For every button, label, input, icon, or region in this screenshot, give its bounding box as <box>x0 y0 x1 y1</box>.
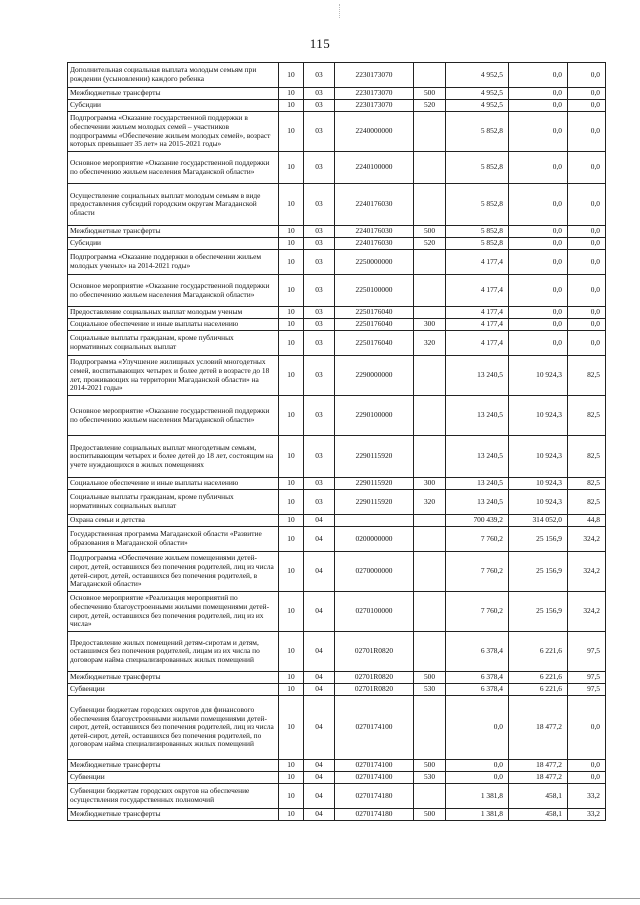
cell-executed: 0,0 <box>509 63 568 88</box>
cell-section: 10 <box>279 436 304 478</box>
table-row <box>68 226 606 238</box>
table-row <box>68 760 606 772</box>
cell-section: 10 <box>279 184 304 226</box>
cell-planned: 4 952,5 <box>446 100 509 112</box>
cell-target-article: 2240176030 <box>335 184 414 226</box>
cell-target-article: 2290000000 <box>335 356 414 396</box>
cell-section: 10 <box>279 319 304 331</box>
cell-percent: 0,0 <box>568 152 606 184</box>
cell-expense-type <box>414 63 446 88</box>
table-row <box>68 478 606 490</box>
cell-target-article: 02701R0820 <box>335 672 414 684</box>
table-row <box>68 319 606 331</box>
cell-subsection: 03 <box>304 63 335 88</box>
table-row <box>68 527 606 552</box>
cell-percent: 324,2 <box>568 592 606 632</box>
table-row <box>68 772 606 784</box>
cell-executed: 0,0 <box>509 226 568 238</box>
cell-name: Осуществление социальных выплат молодым семьям в виде предоставления субсидий городским округам Магаданской области <box>68 184 279 226</box>
cell-expense-type: 500 <box>414 672 446 684</box>
cell-expense-type <box>414 527 446 552</box>
cell-subsection: 04 <box>304 672 335 684</box>
cell-name: Субвенции <box>68 772 279 784</box>
cell-name: Основное мероприятие «Реализация мероприятий по обеспечению благоустроенными жилыми помещениями детей-сирот, детей, оставшихся без попечения родителей, лиц из их числа» <box>68 592 279 632</box>
cell-target-article: 2290100000 <box>335 396 414 436</box>
cell-target-article: 2230173070 <box>335 63 414 88</box>
cell-subsection: 04 <box>304 684 335 696</box>
cell-subsection: 03 <box>304 436 335 478</box>
table-row <box>68 250 606 275</box>
cell-name: Подпрограмма «Оказание поддержки в обеспечении жильем молодых ученых» на 2014-2021 годы» <box>68 250 279 275</box>
cell-percent: 0,0 <box>568 696 606 760</box>
table-row <box>68 696 606 760</box>
cell-planned: 4 177,4 <box>446 331 509 356</box>
cell-name: Государственная программа Магаданской области «Развитие образования в Магаданской области» <box>68 527 279 552</box>
cell-planned: 4 177,4 <box>446 319 509 331</box>
cell-name: Предоставление социальных выплат молодым ученым <box>68 307 279 319</box>
cell-target-article: 2240176030 <box>335 226 414 238</box>
cell-expense-type <box>414 632 446 672</box>
cell-executed: 0,0 <box>509 100 568 112</box>
cell-expense-type <box>414 396 446 436</box>
cell-planned: 7 760,2 <box>446 552 509 592</box>
cell-executed: 314 052,0 <box>509 515 568 527</box>
cell-subsection: 04 <box>304 784 335 809</box>
cell-section: 10 <box>279 275 304 307</box>
cell-executed: 25 156,9 <box>509 527 568 552</box>
cell-name: Субсидии <box>68 100 279 112</box>
table-row <box>68 184 606 226</box>
cell-executed: 25 156,9 <box>509 552 568 592</box>
cell-percent: 0,0 <box>568 319 606 331</box>
cell-percent: 324,2 <box>568 552 606 592</box>
cell-executed: 10 924,3 <box>509 490 568 515</box>
cell-percent: 0,0 <box>568 772 606 784</box>
cell-section: 10 <box>279 552 304 592</box>
cell-percent: 0,0 <box>568 307 606 319</box>
cell-expense-type: 300 <box>414 478 446 490</box>
cell-percent: 0,0 <box>568 275 606 307</box>
table-row <box>68 436 606 478</box>
cell-percent: 324,2 <box>568 527 606 552</box>
cell-subsection: 03 <box>304 152 335 184</box>
cell-executed: 18 477,2 <box>509 696 568 760</box>
cell-expense-type: 500 <box>414 809 446 821</box>
cell-subsection: 03 <box>304 319 335 331</box>
table-row <box>68 307 606 319</box>
cell-target-article: 0270174180 <box>335 809 414 821</box>
cell-planned: 4 952,5 <box>446 88 509 100</box>
cell-executed: 0,0 <box>509 275 568 307</box>
cell-executed: 6 221,6 <box>509 684 568 696</box>
cell-planned: 6 378,4 <box>446 672 509 684</box>
cell-planned: 7 760,2 <box>446 527 509 552</box>
cell-name: Социальные выплаты гражданам, кроме публичных нормативных социальных выплат <box>68 490 279 515</box>
cell-percent: 82,5 <box>568 478 606 490</box>
cell-percent: 0,0 <box>568 250 606 275</box>
cell-subsection: 04 <box>304 527 335 552</box>
cell-section: 10 <box>279 696 304 760</box>
cell-executed: 458,1 <box>509 809 568 821</box>
cell-subsection: 03 <box>304 478 335 490</box>
cell-target-article: 2290115920 <box>335 490 414 515</box>
cell-executed: 6 221,6 <box>509 632 568 672</box>
cell-name: Социальное обеспечение и иные выплаты населению <box>68 319 279 331</box>
cell-planned: 7 760,2 <box>446 592 509 632</box>
table-row <box>68 672 606 684</box>
cell-target-article: 2230173070 <box>335 88 414 100</box>
cell-subsection: 04 <box>304 772 335 784</box>
cell-percent: 82,5 <box>568 396 606 436</box>
cell-target-article: 0270174180 <box>335 784 414 809</box>
cell-expense-type: 300 <box>414 319 446 331</box>
cell-subsection: 04 <box>304 632 335 672</box>
cell-subsection: 03 <box>304 396 335 436</box>
cell-expense-type: 500 <box>414 760 446 772</box>
cell-name: Субвенции бюджетам городских округов для финансового обеспечения благоустроенными жилыми помещениями детей-сирот, детей, оставшихся без попечения родителей, лиц из числа детей-сирот, детей, оставшихся без попечения родителей, по договорам найма специализированных жилых помещений <box>68 696 279 760</box>
cell-planned: 5 852,8 <box>446 238 509 250</box>
table-row <box>68 63 606 88</box>
cell-name: Основное мероприятие «Оказание государственной поддержки по обеспечению жильем населения Магаданской области» <box>68 275 279 307</box>
cell-expense-type <box>414 307 446 319</box>
cell-target-article: 2250176040 <box>335 331 414 356</box>
cell-name: Межбюджетные трансферты <box>68 809 279 821</box>
cell-executed: 0,0 <box>509 238 568 250</box>
cell-subsection: 04 <box>304 515 335 527</box>
cell-target-article: 2240176030 <box>335 238 414 250</box>
cell-executed: 0,0 <box>509 88 568 100</box>
cell-expense-type: 530 <box>414 772 446 784</box>
cell-planned: 4 177,4 <box>446 250 509 275</box>
cell-planned: 0,0 <box>446 772 509 784</box>
cell-expense-type <box>414 275 446 307</box>
cell-name: Подпрограмма «Обеспечение жильем помещениями детей-сирот, детей, оставшихся без попечения родителей, лиц из числа детей-сирот, детей, оставшихся без попечения родителей, в Магаданской области» <box>68 552 279 592</box>
cell-planned: 5 852,8 <box>446 152 509 184</box>
cell-target-article <box>335 515 414 527</box>
cell-target-article: 0270174100 <box>335 696 414 760</box>
cell-planned: 5 852,8 <box>446 226 509 238</box>
cell-name: Субвенции бюджетам городских округов на обеспечение осуществления государственных полномочий <box>68 784 279 809</box>
cell-section: 10 <box>279 527 304 552</box>
cell-name: Основное мероприятие «Оказание государственной поддержки по обеспечению жильем населения Магаданской области» <box>68 396 279 436</box>
cell-name: Межбюджетные трансферты <box>68 88 279 100</box>
cell-subsection: 03 <box>304 490 335 515</box>
cell-section: 10 <box>279 152 304 184</box>
cell-percent: 97,5 <box>568 684 606 696</box>
cell-percent: 82,5 <box>568 490 606 515</box>
cell-percent: 97,5 <box>568 632 606 672</box>
table-row <box>68 356 606 396</box>
cell-target-article: 2250000000 <box>335 250 414 275</box>
cell-target-article: 2290115920 <box>335 436 414 478</box>
table-row <box>68 515 606 527</box>
cell-expense-type: 530 <box>414 684 446 696</box>
scan-mark <box>339 4 342 18</box>
table-row <box>68 152 606 184</box>
cell-percent: 0,0 <box>568 331 606 356</box>
cell-expense-type <box>414 436 446 478</box>
cell-subsection: 04 <box>304 760 335 772</box>
cell-percent: 0,0 <box>568 760 606 772</box>
cell-executed: 10 924,3 <box>509 478 568 490</box>
cell-target-article: 02701R0820 <box>335 632 414 672</box>
cell-section: 10 <box>279 250 304 275</box>
cell-expense-type <box>414 184 446 226</box>
cell-expense-type <box>414 552 446 592</box>
cell-subsection: 04 <box>304 696 335 760</box>
cell-expense-type <box>414 515 446 527</box>
cell-section: 10 <box>279 238 304 250</box>
table-row <box>68 784 606 809</box>
cell-section: 10 <box>279 478 304 490</box>
cell-section: 10 <box>279 100 304 112</box>
cell-section: 10 <box>279 592 304 632</box>
cell-section: 10 <box>279 515 304 527</box>
cell-section: 10 <box>279 672 304 684</box>
cell-expense-type: 500 <box>414 88 446 100</box>
cell-percent: 0,0 <box>568 100 606 112</box>
cell-section: 10 <box>279 307 304 319</box>
cell-name: Предоставление жилых помещений детям-сиротам и детям, оставшимся без попечения родителей, лицам из их числа по договорам найма специализированных жилых помещений <box>68 632 279 672</box>
cell-target-article: 2290115920 <box>335 478 414 490</box>
cell-planned: 13 240,5 <box>446 356 509 396</box>
cell-name: Предоставление социальных выплат многодетным семьям, воспитывающим четырех и более детей до 18 лет, состоящим на учете нуждающихся в жилых помещениях <box>68 436 279 478</box>
cell-percent: 97,5 <box>568 672 606 684</box>
cell-executed: 0,0 <box>509 307 568 319</box>
cell-section: 10 <box>279 226 304 238</box>
cell-subsection: 03 <box>304 331 335 356</box>
cell-percent: 82,5 <box>568 356 606 396</box>
cell-planned: 4 177,4 <box>446 275 509 307</box>
cell-target-article: 0270000000 <box>335 552 414 592</box>
table-body <box>68 63 606 821</box>
cell-target-article: 2250176040 <box>335 319 414 331</box>
cell-percent: 0,0 <box>568 88 606 100</box>
cell-section: 10 <box>279 772 304 784</box>
cell-target-article: 2240100000 <box>335 152 414 184</box>
cell-name: Дополнительная социальная выплата молодым семьям при рождении (усыновлении) каждого ребенка <box>68 63 279 88</box>
cell-section: 10 <box>279 784 304 809</box>
cell-expense-type <box>414 250 446 275</box>
cell-planned: 0,0 <box>446 760 509 772</box>
cell-executed: 6 221,6 <box>509 672 568 684</box>
cell-planned: 1 381,8 <box>446 784 509 809</box>
cell-target-article: 2230173070 <box>335 100 414 112</box>
cell-name: Социальное обеспечение и иные выплаты населению <box>68 478 279 490</box>
cell-subsection: 03 <box>304 238 335 250</box>
cell-section: 10 <box>279 356 304 396</box>
cell-expense-type: 520 <box>414 238 446 250</box>
cell-planned: 5 852,8 <box>446 112 509 152</box>
cell-subsection: 03 <box>304 112 335 152</box>
cell-percent: 44,8 <box>568 515 606 527</box>
cell-name: Межбюджетные трансферты <box>68 760 279 772</box>
cell-executed: 0,0 <box>509 250 568 275</box>
cell-section: 10 <box>279 760 304 772</box>
cell-expense-type <box>414 356 446 396</box>
table-row <box>68 684 606 696</box>
cell-section: 10 <box>279 684 304 696</box>
cell-target-article: 0270174100 <box>335 772 414 784</box>
cell-subsection: 03 <box>304 275 335 307</box>
cell-section: 10 <box>279 331 304 356</box>
cell-target-article: 2250100000 <box>335 275 414 307</box>
budget-table <box>67 62 606 821</box>
cell-executed: 10 924,3 <box>509 396 568 436</box>
cell-planned: 13 240,5 <box>446 396 509 436</box>
table-row <box>68 809 606 821</box>
cell-executed: 10 924,3 <box>509 356 568 396</box>
cell-percent: 0,0 <box>568 226 606 238</box>
cell-percent: 0,0 <box>568 63 606 88</box>
cell-name: Основное мероприятие «Оказание государственной поддержки по обеспечению жильем населения Магаданской области» <box>68 152 279 184</box>
cell-expense-type: 320 <box>414 331 446 356</box>
cell-executed: 458,1 <box>509 784 568 809</box>
cell-percent: 82,5 <box>568 436 606 478</box>
cell-subsection: 04 <box>304 552 335 592</box>
cell-section: 10 <box>279 88 304 100</box>
cell-name: Охрана семьи и детства <box>68 515 279 527</box>
cell-target-article: 0270100000 <box>335 592 414 632</box>
cell-subsection: 03 <box>304 307 335 319</box>
cell-planned: 13 240,5 <box>446 490 509 515</box>
cell-executed: 18 477,2 <box>509 760 568 772</box>
table-row <box>68 592 606 632</box>
table-row <box>68 552 606 592</box>
cell-subsection: 03 <box>304 100 335 112</box>
cell-subsection: 03 <box>304 184 335 226</box>
cell-section: 10 <box>279 396 304 436</box>
cell-planned: 6 378,4 <box>446 684 509 696</box>
cell-target-article: 02701R0820 <box>335 684 414 696</box>
cell-name: Подпрограмма «Улучшение жилищных условий многодетных семей, воспитывающих четырех и более детей в возрасте до 18 лет, проживающих на территории Магаданской области» на 2014-2021 годы» <box>68 356 279 396</box>
cell-executed: 25 156,9 <box>509 592 568 632</box>
table-row <box>68 632 606 672</box>
cell-planned: 4 952,5 <box>446 63 509 88</box>
cell-executed: 0,0 <box>509 184 568 226</box>
cell-subsection: 03 <box>304 356 335 396</box>
cell-name: Субвенции <box>68 684 279 696</box>
cell-percent: 33,2 <box>568 784 606 809</box>
cell-subsection: 03 <box>304 88 335 100</box>
cell-target-article: 2240000000 <box>335 112 414 152</box>
bottom-rule <box>0 898 640 899</box>
cell-planned: 700 439,2 <box>446 515 509 527</box>
cell-expense-type <box>414 152 446 184</box>
table-row <box>68 112 606 152</box>
cell-expense-type <box>414 696 446 760</box>
cell-planned: 13 240,5 <box>446 478 509 490</box>
cell-planned: 5 852,8 <box>446 184 509 226</box>
page-number: 115 <box>309 36 331 51</box>
cell-planned: 0,0 <box>446 696 509 760</box>
cell-expense-type: 320 <box>414 490 446 515</box>
cell-name: Межбюджетные трансферты <box>68 672 279 684</box>
cell-section: 10 <box>279 632 304 672</box>
cell-subsection: 04 <box>304 809 335 821</box>
cell-expense-type <box>414 112 446 152</box>
cell-section: 10 <box>279 490 304 515</box>
cell-target-article: 2250176040 <box>335 307 414 319</box>
table-row <box>68 490 606 515</box>
cell-name: Социальные выплаты гражданам, кроме публичных нормативных социальных выплат <box>68 331 279 356</box>
cell-executed: 0,0 <box>509 319 568 331</box>
cell-name: Межбюджетные трансферты <box>68 226 279 238</box>
table-row <box>68 275 606 307</box>
cell-executed: 0,0 <box>509 112 568 152</box>
table-row <box>68 238 606 250</box>
table-row <box>68 100 606 112</box>
cell-executed: 0,0 <box>509 152 568 184</box>
cell-planned: 1 381,8 <box>446 809 509 821</box>
table-row <box>68 331 606 356</box>
cell-percent: 33,2 <box>568 809 606 821</box>
cell-percent: 0,0 <box>568 184 606 226</box>
cell-section: 10 <box>279 809 304 821</box>
cell-name: Подпрограмма «Оказание государственной поддержки в обеспечении жильем молодых семей – участников подпрограммы «Обеспечение жильем молодых семей», возраст которых превышает 35 лет» на 2015-2021 годы» <box>68 112 279 152</box>
cell-target-article: 0270174100 <box>335 760 414 772</box>
cell-executed: 0,0 <box>509 331 568 356</box>
cell-subsection: 03 <box>304 250 335 275</box>
cell-section: 10 <box>279 63 304 88</box>
cell-planned: 6 378,4 <box>446 632 509 672</box>
cell-executed: 18 477,2 <box>509 772 568 784</box>
cell-percent: 0,0 <box>568 238 606 250</box>
cell-section: 10 <box>279 112 304 152</box>
cell-planned: 13 240,5 <box>446 436 509 478</box>
cell-expense-type: 500 <box>414 226 446 238</box>
table-row <box>68 396 606 436</box>
cell-expense-type: 520 <box>414 100 446 112</box>
cell-expense-type <box>414 592 446 632</box>
cell-subsection: 04 <box>304 592 335 632</box>
cell-subsection: 03 <box>304 226 335 238</box>
cell-name: Субсидии <box>68 238 279 250</box>
table-row <box>68 88 606 100</box>
cell-expense-type <box>414 784 446 809</box>
cell-percent: 0,0 <box>568 112 606 152</box>
cell-planned: 4 177,4 <box>446 307 509 319</box>
cell-target-article: 0200000000 <box>335 527 414 552</box>
cell-executed: 10 924,3 <box>509 436 568 478</box>
